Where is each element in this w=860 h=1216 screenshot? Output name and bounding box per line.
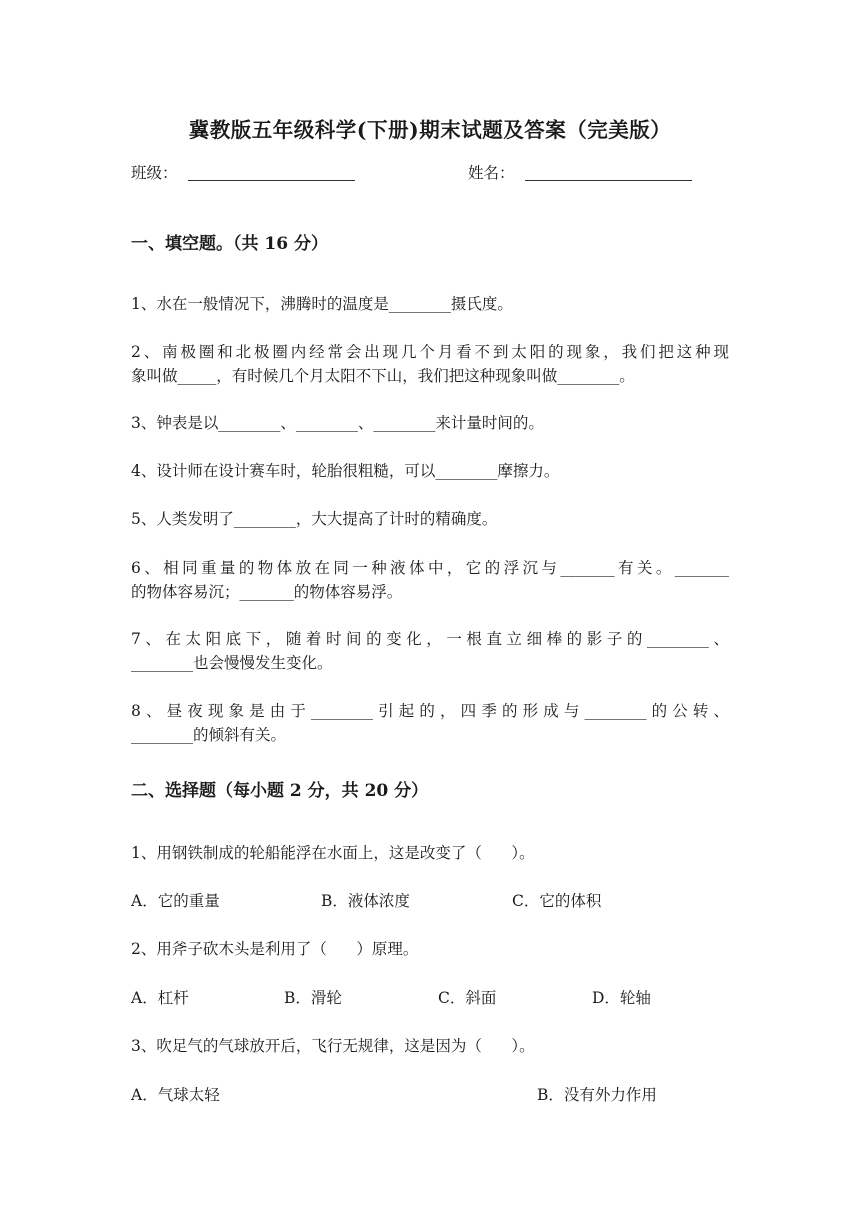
fill-question-4: 4、设计师在设计赛车时，轮胎很粗糙，可以________摩擦力。 bbox=[131, 462, 560, 480]
choice-1-option-c[interactable]: C．它的体积 bbox=[512, 892, 602, 910]
class-label: 班级： bbox=[131, 164, 178, 182]
name-label: 姓名： bbox=[468, 164, 515, 182]
choice-2-option-a[interactable]: A．杠杆 bbox=[131, 989, 189, 1007]
section-choice-heading: 二、选择题（每小题 2 分，共 20 分） bbox=[131, 781, 429, 801]
page-title: 冀教版五年级科学(下册)期末试题及答案（完美版） bbox=[188, 118, 672, 142]
fill-question-6-line-1: 6、相同重量的物体放在同一种液体中，它的浮沉与_______有关。_______ bbox=[131, 559, 729, 577]
choice-question-1: 1、用钢铁制成的轮船能浮在水面上，这是改变了（ ）。 bbox=[131, 844, 535, 862]
choice-question-2: 2、用斧子砍木头是利用了（ ）原理。 bbox=[131, 940, 419, 958]
choice-2-option-b[interactable]: B．滑轮 bbox=[284, 989, 342, 1007]
choice-question-3: 3、吹足气的气球放开后，飞行无规律，这是因为（ ）。 bbox=[131, 1037, 535, 1055]
fill-question-8-line-1: 8、昼夜现象是由于________引起的，四季的形成与________的公转、 bbox=[131, 702, 729, 720]
choice-3-option-a[interactable]: A．气球太轻 bbox=[131, 1086, 220, 1104]
fill-question-1: 1、水在一般情况下，沸腾时的温度是________摄氏度。 bbox=[131, 295, 513, 313]
choice-3-option-b[interactable]: B．没有外力作用 bbox=[537, 1086, 657, 1104]
class-blank[interactable] bbox=[188, 180, 355, 181]
choice-2-option-d[interactable]: D．轮轴 bbox=[592, 989, 651, 1007]
fill-question-2-line-2: 象叫做_____，有时候几个月太阳不下山，我们把这种现象叫做________。 bbox=[131, 367, 635, 385]
name-blank[interactable] bbox=[525, 180, 692, 181]
section-fill-blank-heading: 一、填空题。（共 16 分） bbox=[131, 234, 328, 254]
choice-1-option-a[interactable]: A．它的重量 bbox=[131, 892, 220, 910]
fill-question-2-line-1: 2、南极圈和北极圈内经常会出现几个月看不到太阳的现象，我们把这种现 bbox=[131, 343, 729, 361]
choice-2-option-c[interactable]: C．斜面 bbox=[438, 989, 497, 1007]
fill-question-8-line-2: ________的倾斜有关。 bbox=[131, 726, 287, 744]
fill-question-6-line-2: 的物体容易沉；_______的物体容易浮。 bbox=[131, 583, 403, 601]
fill-question-3: 3、钟表是以________、________、________来计量时间的。 bbox=[131, 414, 544, 432]
fill-question-7-line-2: ________也会慢慢发生变化。 bbox=[131, 654, 333, 672]
choice-1-option-b[interactable]: B．液体浓度 bbox=[321, 892, 410, 910]
fill-question-5: 5、人类发明了________，大大提高了计时的精确度。 bbox=[131, 510, 498, 528]
fill-question-7-line-1: 7、在太阳底下，随着时间的变化，一根直立细棒的影子的________、 bbox=[131, 630, 729, 648]
